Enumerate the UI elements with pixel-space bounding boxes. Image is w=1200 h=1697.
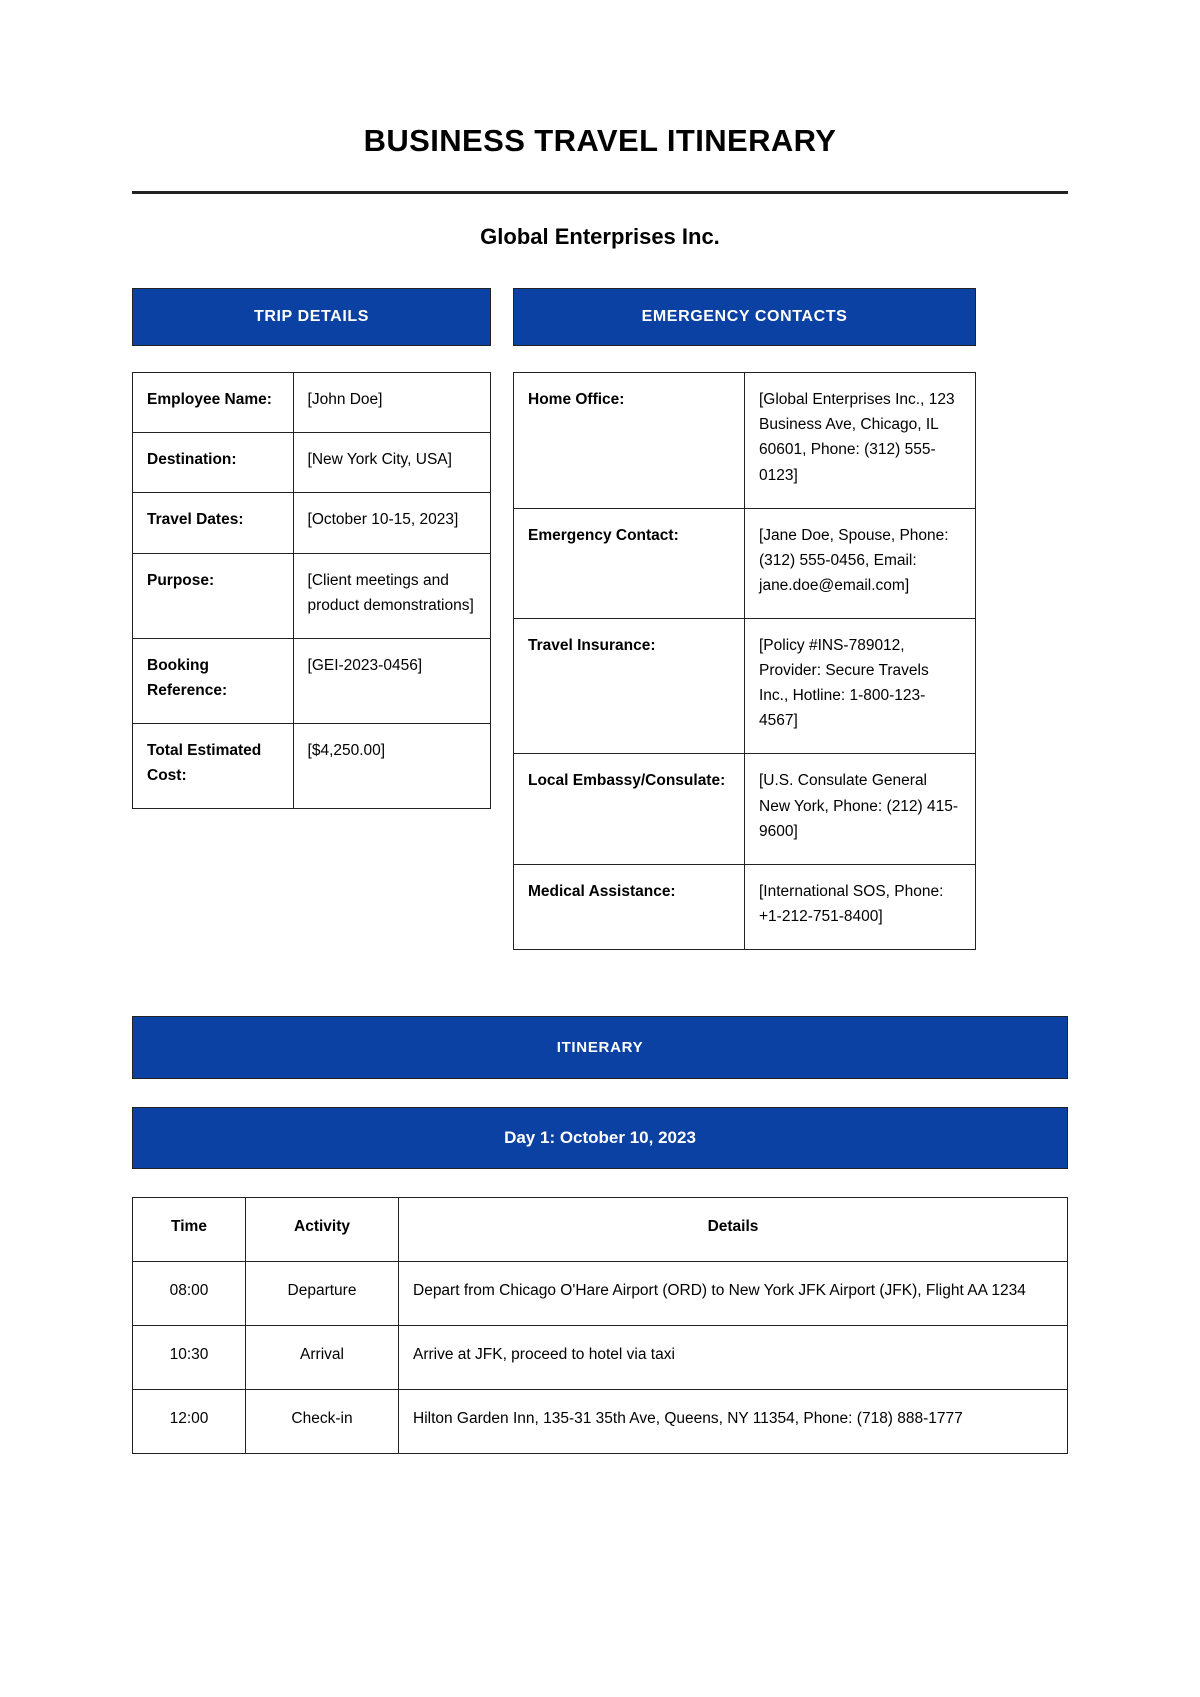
itinerary-heading: ITINERARY — [132, 1016, 1068, 1079]
company-name: Global Enterprises Inc. — [480, 224, 720, 250]
row-value: [Policy #INS-789012, Provider: Secure Travels Inc., Hotline: 1-800-123-4567] — [745, 618, 976, 753]
row-value: [Global Enterprises Inc., 123 Business Ave, Chicago, IL 60601, Phone: (312) 555-0123] — [745, 373, 976, 508]
title-divider — [132, 191, 1068, 194]
itinerary-table — [132, 1197, 1068, 1454]
cell-details: Depart from Chicago O'Hare Airport (ORD) to New York JFK Airport (JFK), Flight AA 1234 — [399, 1262, 1068, 1326]
page-title: BUSINESS TRAVEL ITINERARY — [363, 123, 837, 158]
column-header-activity: Activity — [246, 1197, 399, 1261]
table-row — [514, 618, 976, 753]
table-row — [133, 1390, 1068, 1454]
column-header-details: Details — [399, 1197, 1068, 1261]
table-row — [514, 864, 976, 949]
row-value: [October 10-15, 2023] — [293, 493, 490, 553]
emergency-contacts-heading: EMERGENCY CONTACTS — [513, 288, 976, 346]
details-columns — [132, 288, 1068, 950]
row-value: [Client meetings and product demonstrations] — [293, 553, 490, 638]
table-row — [133, 1262, 1068, 1326]
row-label: Home Office: — [514, 373, 745, 508]
table-header-row — [133, 1197, 1068, 1261]
row-label: Local Embassy/Consulate: — [514, 754, 745, 864]
trip-details-section — [132, 288, 491, 809]
row-label: Travel Dates: — [133, 493, 294, 553]
table-row — [133, 553, 491, 638]
row-label: Travel Insurance: — [514, 618, 745, 753]
table-row — [133, 1326, 1068, 1390]
itinerary-section — [132, 1016, 1068, 1454]
emergency-contacts-table — [513, 372, 976, 950]
row-label: Booking Reference: — [133, 638, 294, 723]
table-row — [514, 754, 976, 864]
row-value: [International SOS, Phone: +1-212-751-8400] — [745, 864, 976, 949]
table-row — [514, 508, 976, 618]
trip-details-heading: TRIP DETAILS — [132, 288, 491, 346]
row-value: [Jane Doe, Spouse, Phone: (312) 555-0456, Email: jane.doe@email.com] — [745, 508, 976, 618]
spacer — [132, 346, 491, 372]
row-label: Total Estimated Cost: — [133, 723, 294, 808]
cell-time: 10:30 — [133, 1326, 246, 1390]
table-row — [133, 723, 491, 808]
row-label: Emergency Contact: — [514, 508, 745, 618]
row-label: Medical Assistance: — [514, 864, 745, 949]
cell-time: 12:00 — [133, 1390, 246, 1454]
cell-details: Hilton Garden Inn, 135-31 35th Ave, Queens, NY 11354, Phone: (718) 888-1777 — [399, 1390, 1068, 1454]
row-label: Employee Name: — [133, 373, 294, 433]
cell-activity: Arrival — [246, 1326, 399, 1390]
row-label: Destination: — [133, 433, 294, 493]
cell-activity: Check-in — [246, 1390, 399, 1454]
spacer — [513, 346, 976, 372]
cell-details: Arrive at JFK, proceed to hotel via taxi — [399, 1326, 1068, 1390]
column-header-time: Time — [133, 1197, 246, 1261]
row-value: [John Doe] — [293, 373, 490, 433]
row-value: [U.S. Consulate General New York, Phone: (212) 415-9600] — [745, 754, 976, 864]
emergency-contacts-section — [513, 288, 976, 950]
table-row — [133, 638, 491, 723]
row-value: [New York City, USA] — [293, 433, 490, 493]
row-value: [GEI-2023-0456] — [293, 638, 490, 723]
table-row — [514, 373, 976, 508]
table-row — [133, 373, 491, 433]
cell-activity: Departure — [246, 1262, 399, 1326]
itinerary-day-banner: Day 1: October 10, 2023 — [132, 1107, 1068, 1169]
table-row — [133, 433, 491, 493]
row-label: Purpose: — [133, 553, 294, 638]
trip-details-table — [132, 372, 491, 809]
row-value: [$4,250.00] — [293, 723, 490, 808]
cell-time: 08:00 — [133, 1262, 246, 1326]
table-row — [133, 493, 491, 553]
